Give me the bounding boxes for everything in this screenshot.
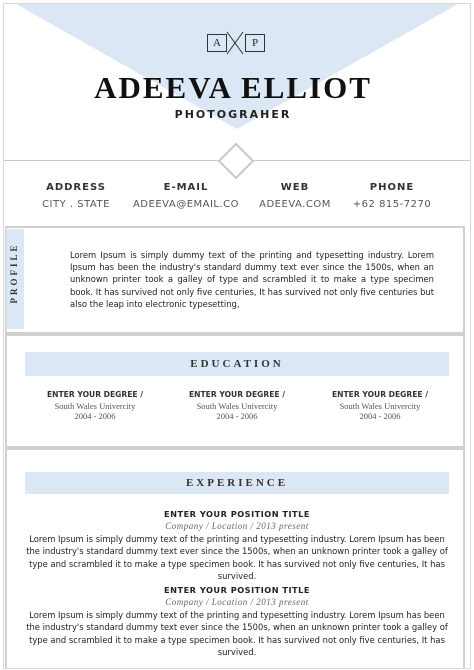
education-item-3	[315, 390, 445, 421]
education-years: 2004 - 2006	[74, 411, 116, 421]
job-title: PHOTOGRAHER	[174, 108, 292, 121]
education-degree: ENTER YOUR DEGREE /	[331, 390, 429, 399]
education-item-2	[172, 390, 302, 421]
experience-meta: Company / Location / 2013 present	[165, 597, 309, 607]
education-years: 2004 - 2006	[359, 411, 401, 421]
contact-phone-label: PHONE	[369, 182, 415, 193]
profile-label: PROFILE	[9, 242, 19, 304]
experience-position: ENTER YOUR POSITION TITLE	[164, 585, 310, 595]
education-school: South Wales Univercity	[339, 401, 421, 411]
contact-web-label: WEB	[280, 182, 310, 193]
monogram-cross-icon	[225, 30, 245, 56]
profile-text: Lorem Ipsum is simply dummy text of the printing and typesetting industry. Lorem Ipsum has been the industry's standard dummy text ever since the 1500s, when an unknown printer took a galley of type and scrambled it to make a type specimen book. It has survived not only five centuries, It has survived not only five centuries but also the leap into electronic typesetting,	[70, 250, 434, 309]
experience-meta: Company / Location / 2013 present	[165, 521, 309, 531]
experience-description: Lorem Ipsum is simply dummy text of the printing and typesetting industry. Lorem Ipsum has been the industry's standard dummy text ever since the 1500s, when an unknown printer took a galley of type and scrambled it to make a type specimen book. It has survived not only five centuries, It has survived.	[26, 610, 448, 658]
education-item-1	[30, 390, 160, 421]
education-degree: ENTER YOUR DEGREE /	[188, 390, 286, 399]
education-heading: EDUCATION	[190, 358, 284, 370]
contact-email-value: ADEEVA@EMAIL.CO	[132, 199, 240, 210]
person-name: ADEEVA ELLIOT	[94, 70, 372, 105]
contact-address	[18, 182, 134, 210]
experience-item-1	[22, 509, 452, 583]
education-years: 2004 - 2006	[216, 411, 258, 421]
experience-item-2	[22, 585, 452, 659]
contact-email	[128, 182, 244, 210]
contact-web-value: ADEEVA.COM	[259, 199, 331, 210]
monogram-letter-a: A	[207, 34, 227, 52]
education-degree: ENTER YOUR DEGREE /	[46, 390, 144, 399]
contact-email-label: E-MAIL	[163, 182, 209, 193]
contact-phone	[334, 182, 450, 210]
experience-position: ENTER YOUR POSITION TITLE	[164, 509, 310, 519]
contact-address-value: CITY . STATE	[42, 199, 110, 210]
education-school: South Wales Univercity	[196, 401, 278, 411]
experience-description: Lorem Ipsum is simply dummy text of the printing and typesetting industry. Lorem Ipsum has been the industry's standard dummy text ever since the 1500s, when an unknown printer took a galley of type and scrambled it to make a type specimen book. It has survived not only five centuries, It has survived.	[26, 534, 448, 582]
monogram-logo	[205, 34, 265, 58]
experience-heading: EXPERIENCE	[185, 477, 289, 489]
education-school: South Wales Univercity	[54, 401, 136, 411]
contact-address-label: ADDRESS	[46, 182, 106, 193]
monogram-letter-p: P	[245, 34, 265, 52]
contact-phone-value: +62 815-7270	[352, 199, 432, 210]
